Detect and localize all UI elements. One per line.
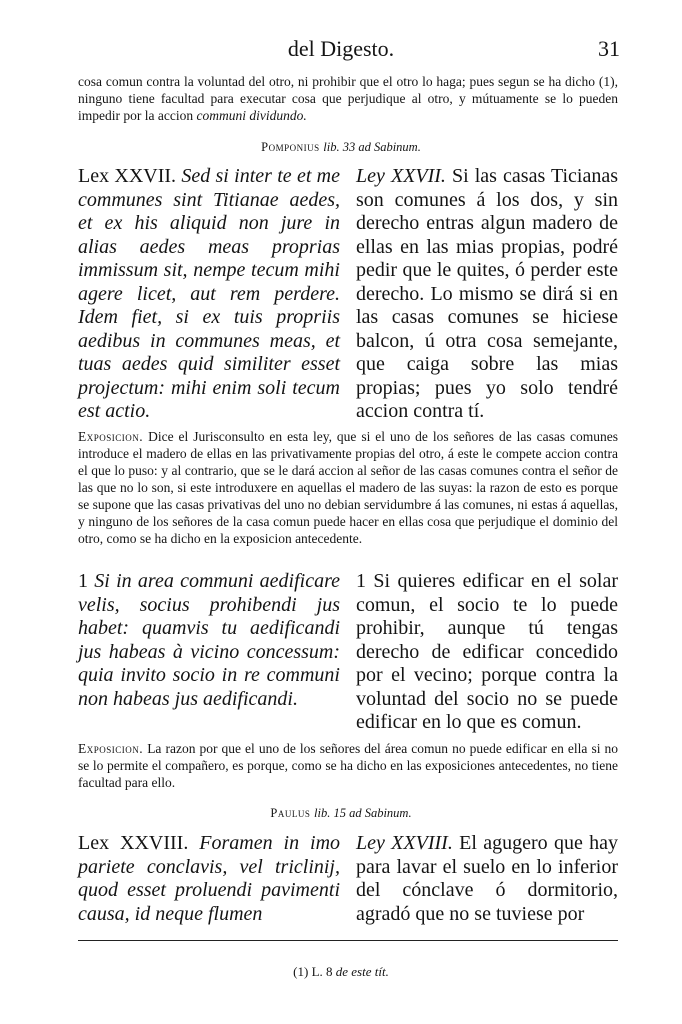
ley-27-spanish-text: Si las casas Ticianas son comunes á los dos, y sin derecho entras algun madero de ellas en las mias propias, podré pedir que le quites, ó perder este derecho. Lo mismo se dirá si en las casas comunes se hiciese balcon, ú otra cosa semejante, que caiga sobre las mias propias; pues yo solo tendré accion contra tí.	[356, 165, 618, 422]
footnote-mark: (1)	[293, 964, 309, 979]
para-1-number: 1	[78, 570, 88, 592]
ley-28-spanish-text: El agugero que hay para lavar el suelo en lo inferior del cónclave ó dormitorio, agradó que no se tuviese por	[356, 832, 619, 925]
exposicion-2	[78, 740, 618, 791]
lex-28-latin-text: Foramen in imo pariete conclavis, vel triclinij, quod esset proluendi pavimenti causa, id neque flumen	[78, 832, 341, 925]
source-citation-paulus	[0, 806, 682, 821]
continuation-body: cosa comun contra la voluntad del otro, ni prohibir que el otro lo haga; pues segun se ha dicho (1), ninguno tiene facultad para executar cosa que perjudique al otro, y mútuamente se lo pueden impedir por la accion	[78, 74, 618, 123]
exposicion-1-label: Exposicion.	[78, 429, 144, 444]
para-1-number-es: 1	[356, 570, 366, 592]
source-citation-pomponius	[0, 140, 682, 155]
ley-28-spanish	[356, 832, 618, 926]
source-ref: lib. 33 ad Sabinum.	[323, 140, 421, 154]
lex-27-label: Lex XXVII.	[78, 165, 177, 187]
para-1-latin-text: Si in area communi aedificare velis, socius prohibendi jus habet: quamvis tu aedificandi jus habeas à vicino concessum: quia invito socio in re communi non habeas jus aedificandi.	[78, 570, 340, 710]
ley-27-label: Ley XXVII.	[356, 165, 446, 187]
source-author: Pomponius	[261, 140, 320, 154]
para-1-latin	[78, 570, 340, 711]
exposicion-2-label: Exposicion.	[78, 741, 144, 756]
exposicion-1	[78, 428, 618, 547]
lex-28-label: Lex XXVIII.	[78, 832, 189, 854]
lex-27-latin	[78, 165, 340, 424]
lex-27-latin-text: Sed si inter te et me communes sint Titianae aedes, et ex his aliquid non jure in alias aedes meas proprias immissum sit, nempe tecum mihi agere licet, aut rem perdere. Idem fiet, si ex tuis propriis aedibus in communes meas, et tuas aedes quid similiter esset projectum: mihi enim soli tecum est actio.	[78, 165, 340, 422]
footnote	[0, 964, 682, 980]
page-number: 31	[598, 36, 620, 61]
footnote-ref-italic: de este tít.	[335, 964, 389, 979]
page-header	[0, 36, 682, 66]
ley-28-label: Ley XXVIII.	[356, 832, 453, 854]
continuation-italic: communi dividundo.	[196, 108, 307, 123]
para-1-spanish-text: Si quieres edificar en el solar comun, el socio te lo puede prohibir, aunque tú tengas derecho de edificar concedido por el vecino; porque contra la voluntad del socio no se puede edificar en lo que es comun.	[356, 570, 619, 733]
exposicion-1-text: Dice el Jurisconsulto en esta ley, que si el uno de los señores de las casas comunes introduce el madero de ellas en las privativamente propias del otro, á este le compete accion contra el que lo puso: y al contrario, que se le dará accion al señor de las casas comunes contra el señor de las que no lo son, si este introduxere en aquellas el madero de las suyas: la razon de esto es porque se supone que las casas privativas del uno no debian servidumbre á las comunes, ni estas á aquellas, y ninguno de los señores de la casa comun puede hacer en ellas cosa que perjudique el dominio del otro, como se ha dicho en la exposicion antecedente.	[78, 429, 619, 546]
running-title: del Digesto.	[287, 36, 395, 61]
lex-28-latin	[78, 832, 340, 926]
source-author: Paulus	[270, 806, 311, 820]
para-1-spanish	[356, 570, 618, 735]
footnote-ref: L. 8	[311, 964, 333, 979]
source-ref: lib. 15 ad Sabinum.	[314, 806, 412, 820]
ley-27-spanish	[356, 165, 618, 424]
exposicion-2-text: La razon por que el uno de los señores del área comun no puede edificar en ella si no se lo permite el compañero, es porque, como se ha dicho en las exposiciones antecedentes, no tiene facultad para ello.	[78, 741, 618, 790]
continuation-text	[78, 73, 618, 124]
footnote-divider	[78, 940, 618, 941]
